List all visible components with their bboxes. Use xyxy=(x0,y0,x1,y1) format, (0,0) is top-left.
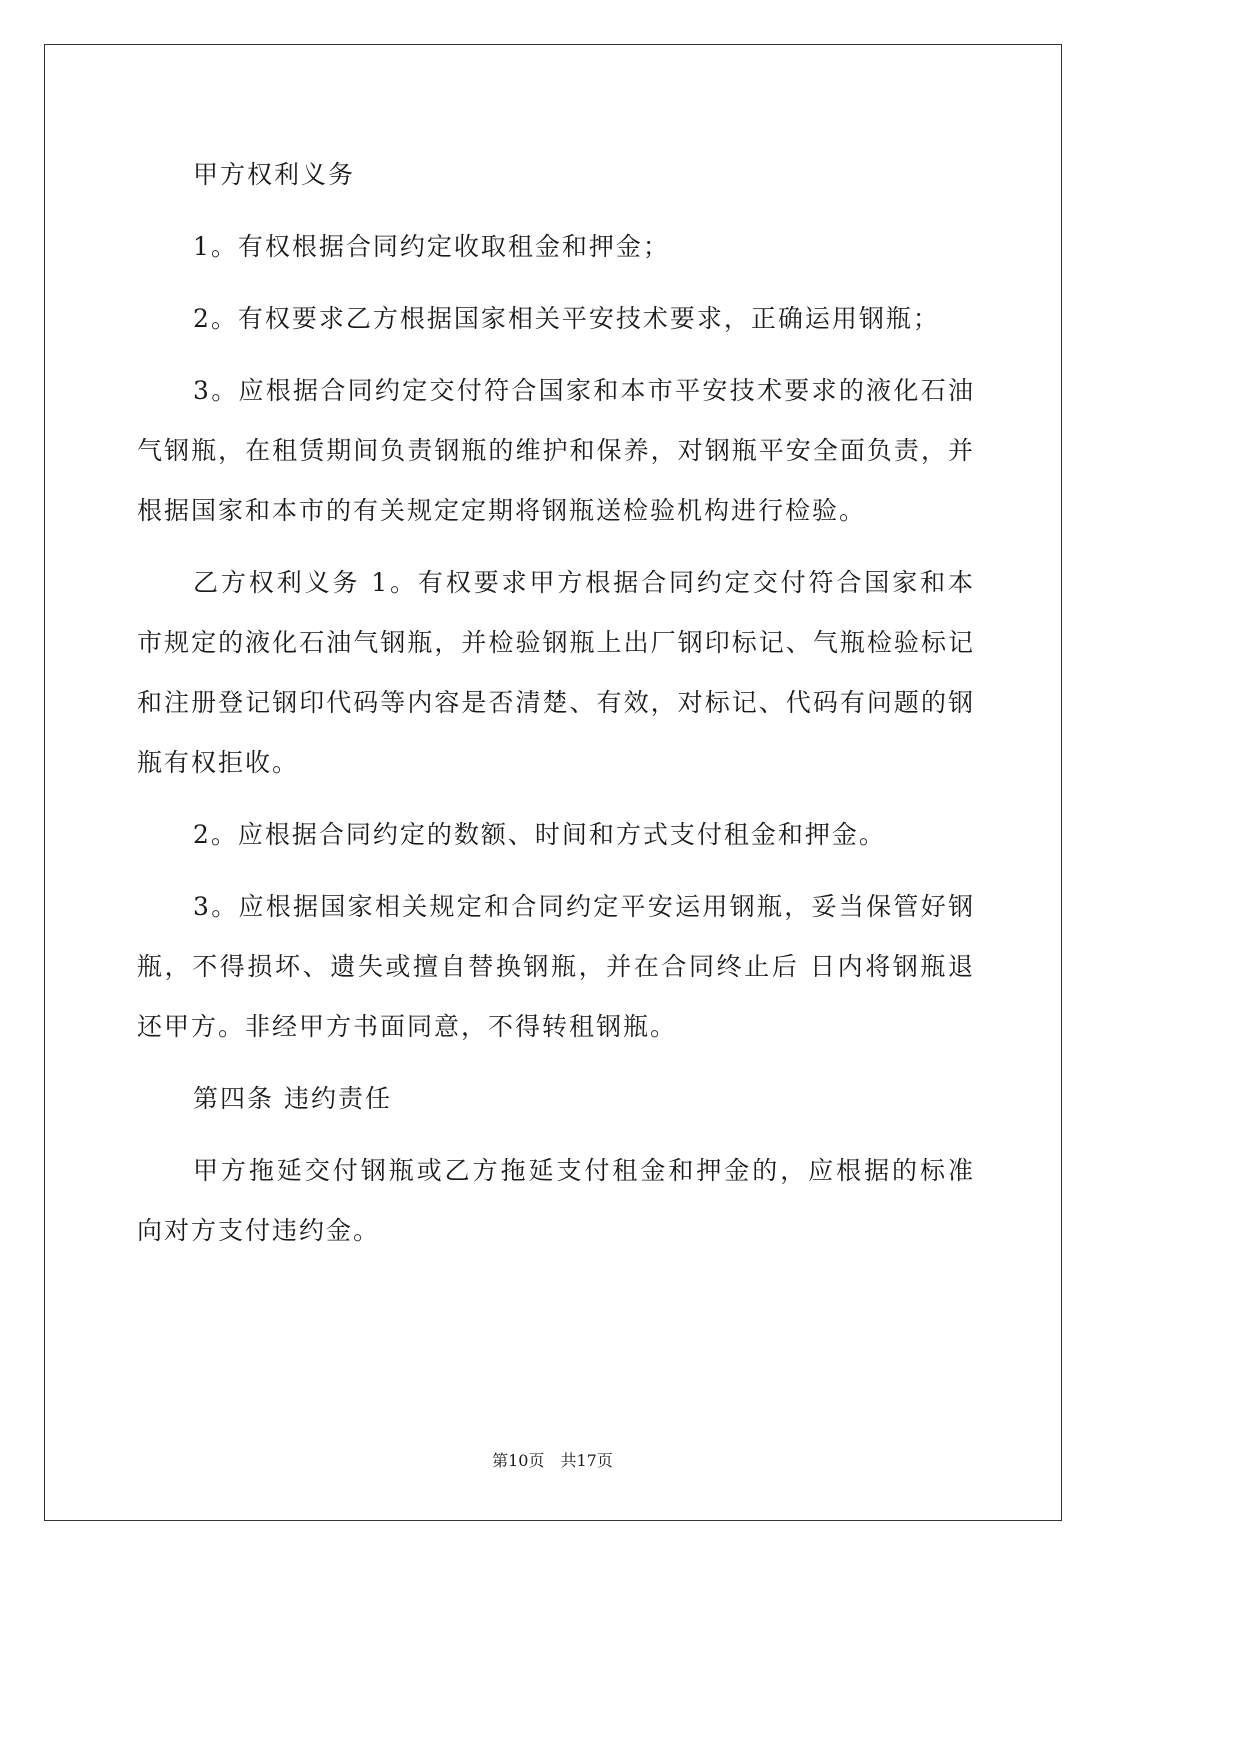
paragraph: 2。应根据合同约定的数额、时间和方式支付租金和押金。 xyxy=(193,820,886,849)
document-body xyxy=(137,145,975,1273)
paragraph: 甲方拖延交付钢瓶或乙方拖延支付租金和押金的，应根据的标准向对方支付违约金。 xyxy=(137,1156,975,1245)
paragraph: 3。应根据合同约定交付符合国家和本市平安技术要求的液化石油气钢瓶，在租赁期间负责钢瓶的维护和保养，对钢瓶平安全面负责，并根据国家和本市的有关规定定期将钢瓶送检验机构进行检验。 xyxy=(137,376,975,525)
section-heading-article-4: 第四条 违约责任 xyxy=(193,1084,392,1113)
paragraph: 1。有权根据合同约定收取租金和押金； xyxy=(193,232,670,261)
paragraph: 2。有权要求乙方根据国家相关平安技术要求，正确运用钢瓶； xyxy=(193,304,940,333)
page-number-footer: 第10页 共17页 xyxy=(492,1451,613,1470)
section-heading-party-a: 甲方权利义务 xyxy=(193,160,356,189)
paragraph: 3。应根据国家相关规定和合同约定平安运用钢瓶，妥当保管好钢瓶，不得损坏、遗失或擅自替换钢瓶，并在合同终止后 日内将钢瓶退还甲方。非经甲方书面同意，不得转租钢瓶。 xyxy=(137,892,975,1041)
paragraph: 乙方权利义务 1。有权要求甲方根据合同约定交付符合国家和本市规定的液化石油气钢瓶，并检验钢瓶上出厂钢印标记、气瓶检验标记和注册登记钢印代码等内容是否清楚、有效，对标记、代码有问题的钢瓶有权拒收。 xyxy=(137,568,975,777)
